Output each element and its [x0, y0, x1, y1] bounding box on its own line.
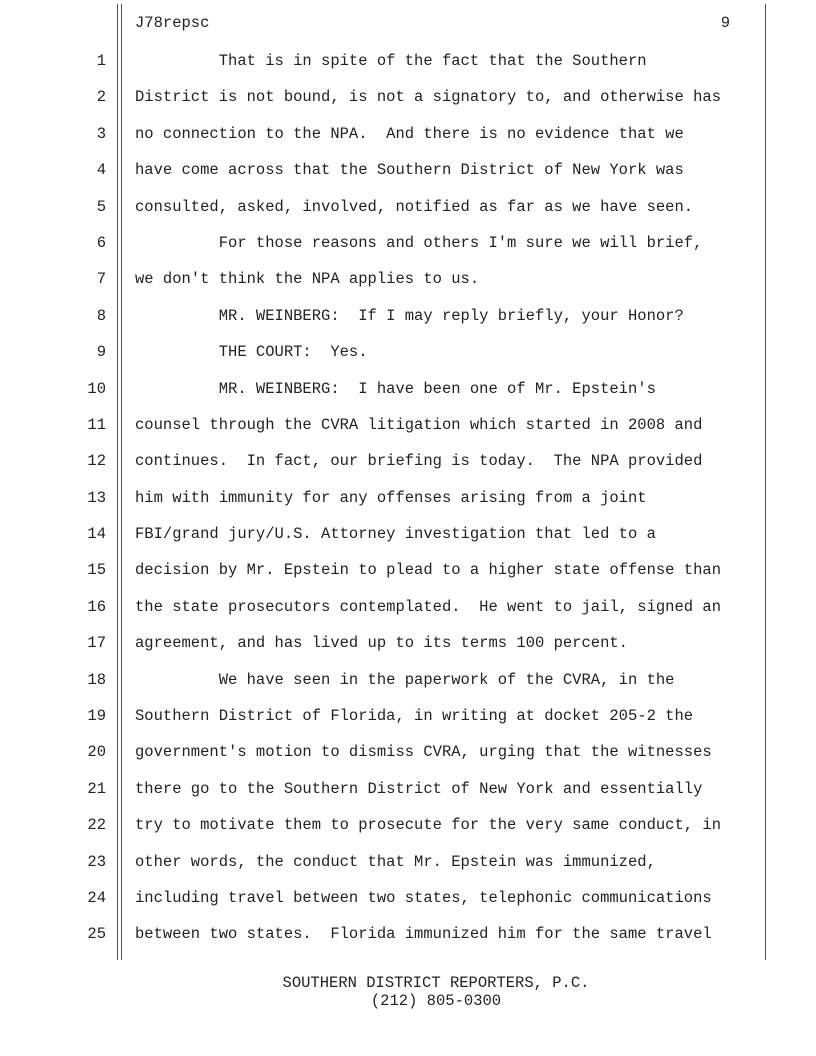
line-text: other words, the conduct that Mr. Epstein was immunized, [135, 852, 656, 871]
line-number: 1 [96, 52, 106, 70]
line-text: FBI/grand jury/U.S. Attorney investigation that led to a [135, 525, 656, 544]
line-number: 2 [96, 88, 106, 107]
line-number: 20 [87, 743, 106, 762]
line-text: continues. In fact, our briefing is today. The NPA provided [135, 452, 703, 471]
line-text: between two states. Florida immunized him for the same travel [135, 925, 712, 944]
line-text: there go to the Southern District of New York and essentially [135, 779, 703, 798]
transcript-line [0, 489, 816, 525]
page-footer [0, 974, 816, 1010]
transcript-line [0, 161, 816, 197]
line-text: consulted, asked, involved, notified as far as we have seen. [135, 197, 694, 216]
transcript-line [0, 889, 816, 925]
line-text: no connection to the NPA. And there is no evidence that we [135, 124, 684, 143]
line-number: 23 [87, 852, 106, 871]
transcript-line [0, 598, 816, 634]
transcript-line [0, 525, 816, 561]
line-number: 15 [87, 561, 106, 580]
transcript-line [0, 780, 816, 816]
transcript-line [0, 853, 816, 889]
reporter-name: SOUTHERN DISTRICT REPORTERS, P.C. [282, 974, 590, 992]
line-number: 22 [87, 816, 106, 835]
line-text: Southern District of Florida, in writing at docket 205-2 the [135, 707, 694, 726]
line-text: For those reasons and others I'm sure we will brief, [135, 233, 703, 252]
transcript-line [0, 416, 816, 452]
line-number: 17 [87, 634, 106, 653]
line-number: 3 [96, 124, 106, 143]
line-text: We have seen in the paperwork of the CVRA, in the [135, 670, 675, 689]
case-code: J78repsc [135, 14, 210, 32]
line-number: 13 [87, 488, 106, 507]
line-text: have come across that the Southern District of New York was [135, 161, 684, 180]
line-text: That is in spite of the fact that the Southern [135, 52, 647, 70]
line-text: government's motion to dismiss CVRA, urging that the witnesses [135, 743, 712, 762]
transcript-line [0, 452, 816, 488]
line-number: 21 [87, 779, 106, 798]
transcript-line [0, 343, 816, 379]
line-number: 14 [87, 525, 106, 544]
transcript-line [0, 234, 816, 270]
transcript-line [0, 707, 816, 743]
transcript-line [0, 743, 816, 779]
line-text: we don't think the NPA applies to us. [135, 270, 480, 289]
line-text: the state prosecutors contemplated. He went to jail, signed an [135, 597, 721, 616]
line-number: 8 [96, 306, 106, 325]
line-number: 12 [87, 452, 106, 471]
line-number: 24 [87, 888, 106, 907]
transcript-line [0, 561, 816, 597]
line-number: 11 [87, 415, 106, 434]
line-number: 19 [87, 707, 106, 726]
line-number: 4 [96, 161, 106, 180]
line-number: 9 [96, 343, 106, 362]
transcript-line [0, 125, 816, 161]
transcript-line [0, 671, 816, 707]
transcript-lines [0, 52, 816, 962]
transcript-line [0, 270, 816, 306]
line-number: 16 [87, 597, 106, 616]
transcript-line [0, 380, 816, 416]
line-text: him with immunity for any offenses arising from a joint [135, 488, 647, 507]
line-text: THE COURT: Yes. [135, 343, 368, 362]
line-text: try to motivate them to prosecute for the very same conduct, in [135, 816, 721, 835]
page-number: 9 [720, 14, 730, 32]
line-number: 10 [87, 379, 106, 398]
line-text: decision by Mr. Epstein to plead to a higher state offense than [135, 561, 721, 580]
line-text: MR. WEINBERG: I have been one of Mr. Epstein's [135, 379, 656, 398]
transcript-line [0, 925, 816, 961]
transcript-line [0, 88, 816, 124]
transcript-line [0, 198, 816, 234]
line-text: agreement, and has lived up to its terms 100 percent. [135, 634, 628, 653]
line-number: 5 [96, 197, 106, 216]
line-number: 6 [96, 233, 106, 252]
line-text: including travel between two states, telephonic communications [135, 888, 712, 907]
line-number: 7 [96, 270, 106, 289]
line-number: 25 [87, 925, 106, 944]
line-text: District is not bound, is not a signatory to, and otherwise has [135, 88, 721, 107]
reporter-phone: (212) 805-0300 [370, 992, 502, 1010]
transcript-line [0, 816, 816, 852]
line-text: MR. WEINBERG: If I may reply briefly, your Honor? [135, 306, 684, 325]
transcript-line [0, 634, 816, 670]
line-text: counsel through the CVRA litigation which started in 2008 and [135, 415, 703, 434]
line-number: 18 [87, 670, 106, 689]
transcript-line [0, 52, 816, 88]
transcript-line [0, 307, 816, 343]
